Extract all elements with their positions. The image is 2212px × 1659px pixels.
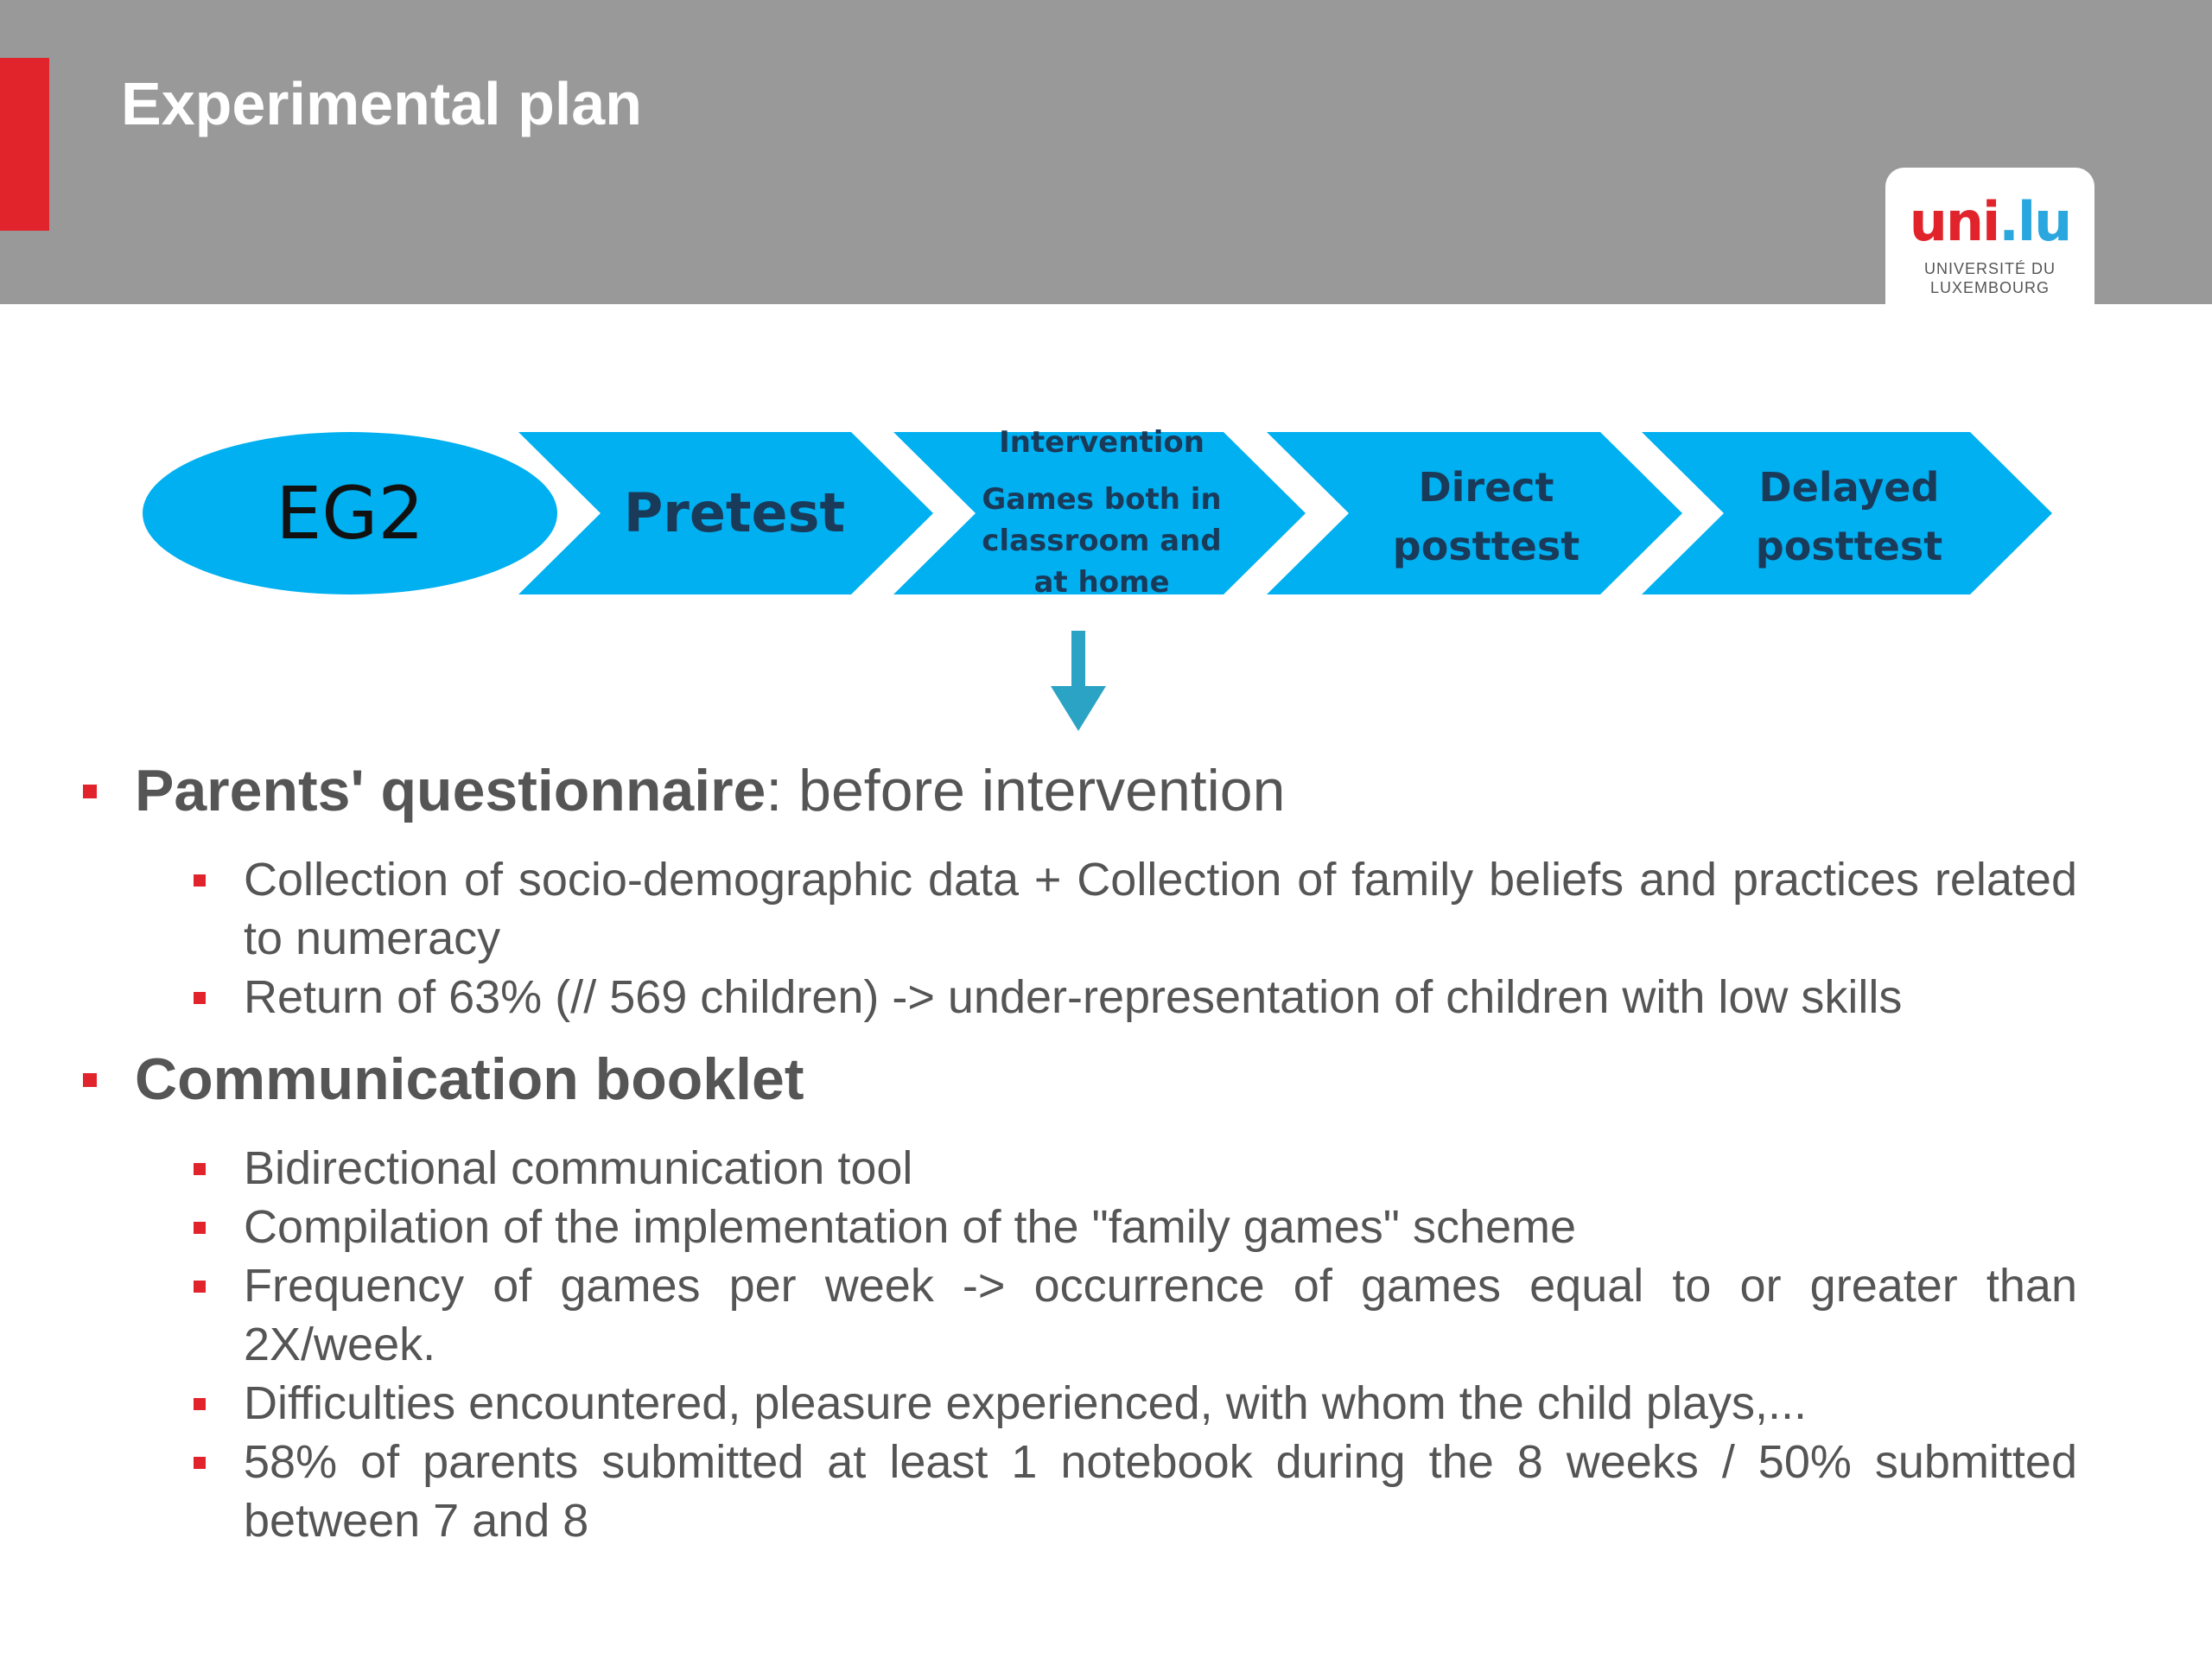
bullet-marker (83, 1073, 97, 1087)
list-item: Frequency of games per week -> occurrence of games equal to or greater than 2X/week. (244, 1260, 2077, 1370)
step-label-intervention: Games both in classroom and at home (982, 482, 1222, 600)
step-label-direct-posttest: Direct posttest (1392, 464, 1580, 569)
list-item: Return of 63% (// 569 children) -> under-representation of children with low skills (244, 971, 1903, 1023)
slide-title: Experimental plan (121, 70, 642, 137)
bullet-marker (194, 992, 206, 1004)
list-item: Compilation of the implementation of the "family games" scheme (244, 1201, 1577, 1253)
list-item: 58% of parents submitted at least 1 notebook during the 8 weeks / 50% submitted between 7 and 8 (244, 1436, 2077, 1547)
list-item: Bidirectional communication tool (244, 1142, 913, 1194)
logo-wordmark: uni.lu (1909, 190, 2071, 253)
step-sublabel-intervention: Intervention (999, 425, 1205, 460)
section-communication-booklet: Communication booklet (135, 1046, 804, 1112)
bullet-marker (194, 1222, 206, 1234)
process-flow (0, 415, 2212, 622)
university-logo (1885, 168, 2094, 304)
step-label-delayed-posttest: Delayed posttest (1755, 464, 1943, 569)
list-item: Difficulties encountered, pleasure experienced, with whom the child plays,... (244, 1377, 1807, 1429)
list-item: Collection of socio-demographic data + Collection of family beliefs and practices related to numeracy (244, 854, 2077, 964)
bullet-marker (194, 1398, 206, 1410)
step-label-pretest: Pretest (623, 481, 846, 544)
section-title-bold: Parents' questionnaire (135, 758, 766, 823)
header-accent-bar (0, 58, 49, 231)
section-title-rest: : before intervention (766, 758, 1286, 823)
bullet-marker (194, 1457, 206, 1469)
down-arrow-icon (1047, 627, 1109, 734)
group-label: EG2 (276, 471, 424, 556)
bullet-marker (194, 874, 206, 887)
slide-header (0, 0, 2212, 304)
bullet-marker (194, 1281, 206, 1293)
bullet-marker (83, 785, 97, 798)
section-parents-questionnaire (135, 755, 1285, 826)
logo-line-2: LUXEMBOURG (1929, 279, 2050, 296)
bullet-marker (194, 1163, 206, 1175)
logo-line-1: UNIVERSITÉ DU (1923, 260, 2056, 277)
